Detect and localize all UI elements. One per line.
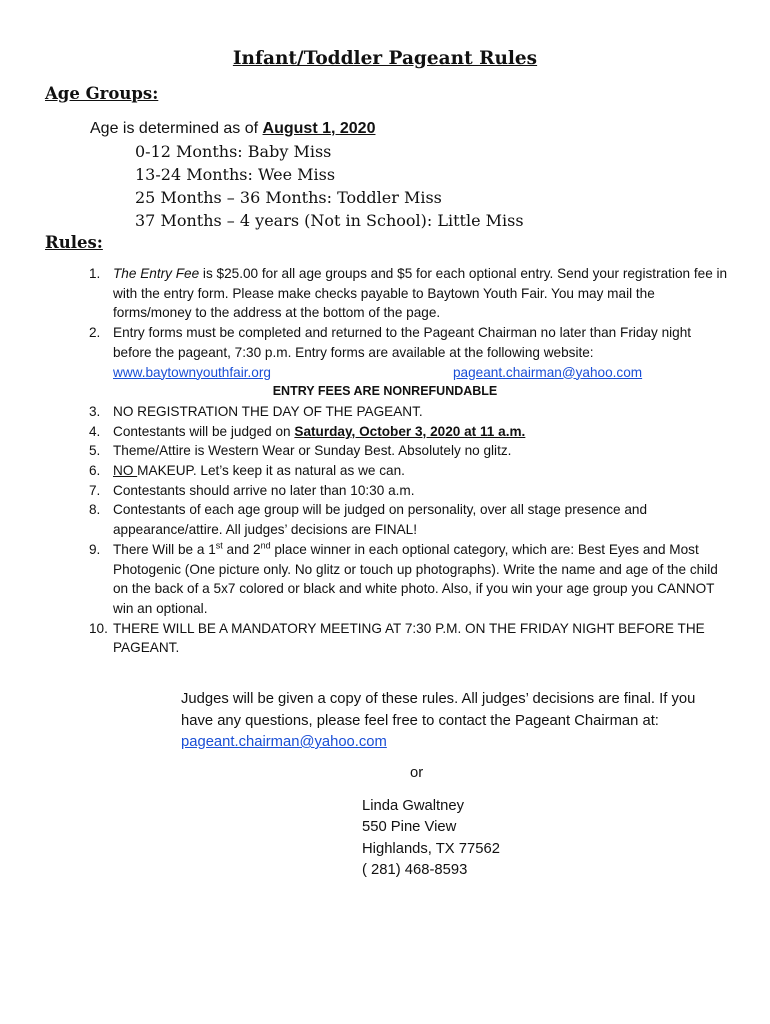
rule-number: 3. (89, 403, 101, 419)
age-group-line: 13-24 Months: Wee Miss (135, 165, 336, 184)
ordinal-suffix: nd (260, 540, 271, 551)
page-title: Infant/Toddler Pageant Rules (232, 48, 538, 69)
rule-number: 10. (89, 620, 108, 636)
contact-phone: ( 281) 468-8593 (362, 861, 468, 878)
rules-heading: Rules: (45, 233, 103, 252)
rule-item (0, 323, 770, 362)
rule-number: 9. (89, 541, 101, 557)
rule-text: Contestants will be judged on (113, 423, 295, 439)
closing-paragraph (181, 689, 701, 754)
rule-text: Contestants of each age group will be judged on personality, over all stage presence and appearance/attire. All judges’ decisions are FINAL! (113, 502, 648, 538)
rule-number: 2. (89, 325, 101, 341)
rule-item (0, 422, 770, 442)
contact-city: Highlands, TX 77562 (362, 840, 500, 857)
rule-text: MAKEUP. Let’s keep it as natural as we can. (137, 463, 405, 479)
rule-number: 7. (89, 482, 101, 498)
rules-list (0, 264, 770, 658)
rule-text: and 2 (222, 541, 261, 557)
links-row (0, 363, 770, 383)
contact-name: Linda Gwaltney (362, 798, 464, 814)
entry-fee-label: The Entry Fee (113, 266, 200, 281)
age-group-line: 0-12 Months: Baby Miss (135, 142, 332, 161)
rule-text: Theme/Attire is Western Wear or Sunday Best. Absolutely no glitz. (113, 443, 512, 459)
rule-text: NO REGISTRATION THE DAY OF THE PAGEANT. (113, 403, 423, 419)
rule-text: is $25.00 for all age groups and $5 for each optional entry. Send your registration fee in with the entry form. Please make checks payable to Baytown Youth Fair. You may mail the forms/money to the address at the bottom of the page. (113, 266, 728, 321)
age-groups-heading: Age Groups: (45, 84, 159, 103)
or-separator: or (410, 765, 424, 781)
closing-email-link[interactable]: pageant.chairman@yahoo.com (181, 734, 387, 750)
age-intro-prefix: Age is determined as of (90, 120, 263, 137)
age-group-line: 25 Months – 36 Months: Toddler Miss (135, 188, 442, 207)
rule-text: Entry forms must be completed and returned to the Pageant Chairman no later than Friday night before the pageant, 7:30 p.m. Entry forms are available at the following website: (113, 325, 692, 360)
rule-item (0, 500, 770, 539)
rule-number: 6. (89, 463, 101, 479)
contact-street: 550 Pine View (362, 819, 457, 836)
age-intro (90, 120, 375, 138)
rule-text: There Will be a 1 (113, 541, 216, 557)
age-group-line: 37 Months – 4 years (Not in School): Little Miss (135, 211, 524, 230)
no-emphasis: NO (113, 463, 138, 479)
rule-item (0, 264, 770, 323)
rule-item (0, 481, 770, 501)
rule-number: 5. (89, 443, 101, 459)
age-cutoff-date: August 1, 2020 (262, 120, 376, 137)
rule-number: 8. (89, 502, 101, 518)
rule-item (0, 402, 770, 422)
rule-item (0, 540, 770, 619)
rule-number: 4. (89, 423, 101, 439)
rule-text: THERE WILL BE A MANDATORY MEETING AT 7:30 P.M. ON THE FRIDAY NIGHT BEFORE THE PAGEANT. (113, 620, 705, 656)
rule-item (0, 619, 770, 658)
website-link[interactable]: www.baytownyouthfair.org (113, 364, 271, 380)
contact-block (362, 796, 500, 881)
rule-text: place winner in each optional category, which are: Best Eyes and Most Photogenic (One picture only. No glitz or touch up photographs). Write the name and age of the child on the back of a 5x7 colored or black and white photo. Also, if you win your age group you CANNOT win an optional. (113, 541, 718, 616)
ordinal-suffix: st (215, 540, 223, 551)
rule-text: Contestants should arrive no later than 10:30 a.m. (113, 482, 415, 498)
rule-number: 1. (89, 266, 101, 281)
nonrefundable-notice: ENTRY FEES ARE NONREFUNDABLE (272, 384, 498, 399)
email-link[interactable]: pageant.chairman@yahoo.com (453, 364, 643, 380)
pageant-date: Saturday, October 3, 2020 at 11 a.m. (294, 423, 526, 439)
rule-item (0, 461, 770, 481)
closing-text: Judges will be given a copy of these rules. All judges’ decisions are final. If you have any questions, please feel free to contact the Pageant Chairman at: (181, 691, 696, 729)
rule-item (0, 441, 770, 461)
